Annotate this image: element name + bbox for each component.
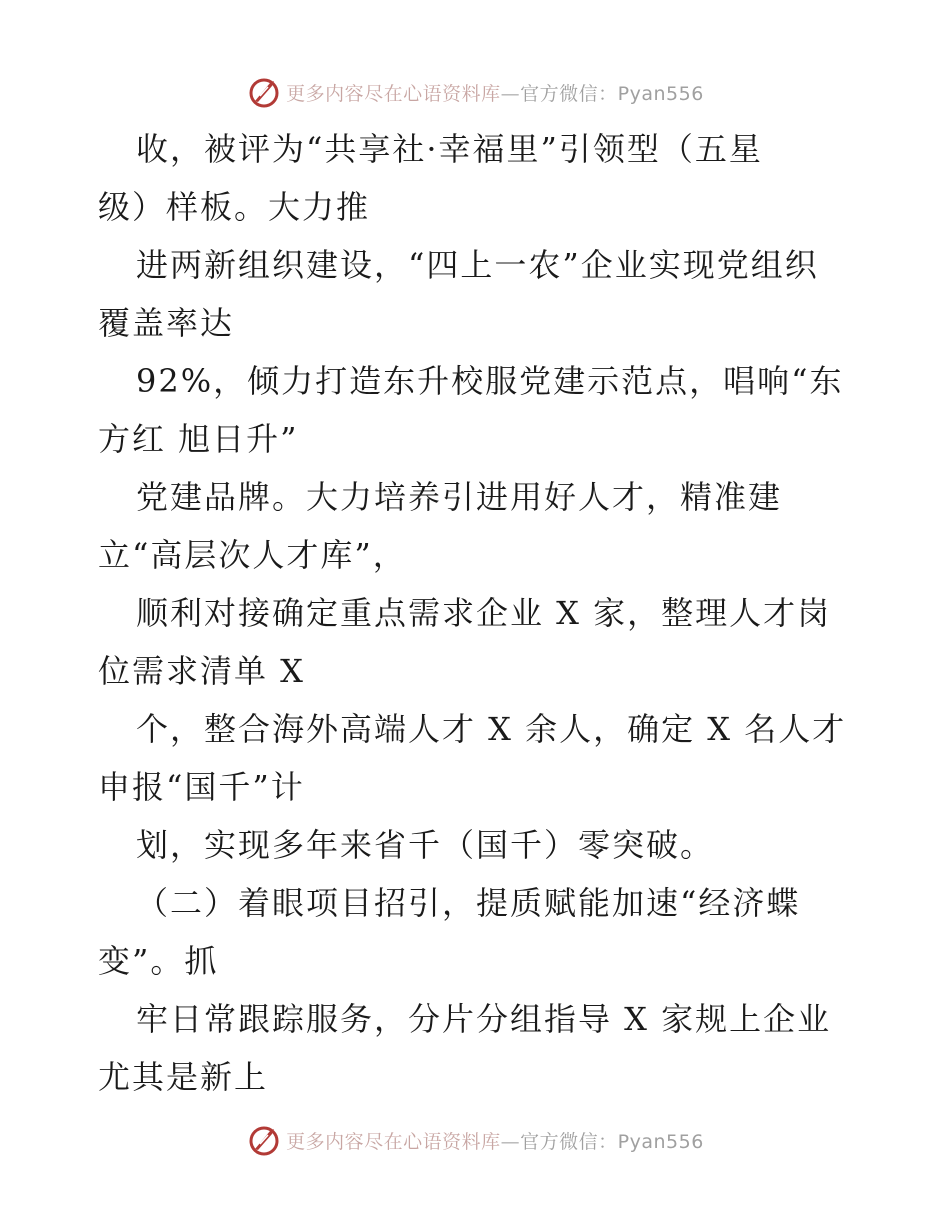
- document-body: [98, 120, 898, 1106]
- text-line: 尤其是新上: [98, 1058, 269, 1096]
- text-line: 顺利对接确定重点需求企业 X 家，整理人才岗: [136, 594, 832, 632]
- header-watermark-banner: [0, 72, 950, 112]
- text-line: 申报“国千”计: [98, 768, 305, 806]
- text-line: 划，实现多年来省千（国千）零突破。: [136, 826, 715, 864]
- text-line: 覆盖率达: [98, 304, 235, 342]
- watermark-wechat: 官方微信：Pyan556: [520, 1130, 704, 1153]
- text-line: 级）样板。大力推: [98, 188, 371, 226]
- text-line: 92%，倾力打造东升校服党建示范点，唱响“东: [136, 362, 844, 400]
- text-line: 方红 旭日升”: [98, 420, 299, 458]
- text-line: 牢日常跟踪服务，分片分组指导 X 家规上企业: [136, 1000, 832, 1038]
- text-line: 进两新组织建设，“四上一农”企业实现党组织: [136, 246, 819, 284]
- watermark-text: [286, 1127, 704, 1154]
- watermark-wechat: 官方微信：Pyan556: [520, 82, 704, 105]
- feather-logo-icon: [246, 1122, 282, 1158]
- footer-watermark-banner: [0, 1120, 950, 1160]
- watermark-prefix: 更多内容尽在心语资料库: [286, 1130, 501, 1153]
- watermark-text: [286, 79, 704, 106]
- watermark-separator: —: [500, 82, 521, 105]
- text-line: 收，被评为“共享社·幸福里”引领型（五星: [136, 130, 763, 168]
- text-line: 党建品牌。大力培养引进用好人才，精准建: [136, 478, 783, 516]
- text-line: 立“高层次人才库”，: [98, 536, 407, 574]
- watermark-separator: —: [500, 1130, 521, 1153]
- text-line: 位需求清单 X: [98, 652, 305, 690]
- feather-logo-icon: [246, 74, 282, 110]
- text-line: 变”。抓: [98, 942, 219, 980]
- watermark-prefix: 更多内容尽在心语资料库: [286, 82, 501, 105]
- text-line: 个，整合海外高端人才 X 余人，确定 X 名人才: [136, 710, 847, 748]
- text-line: （二）着眼项目招引，提质赋能加速“经济蝶: [136, 884, 801, 922]
